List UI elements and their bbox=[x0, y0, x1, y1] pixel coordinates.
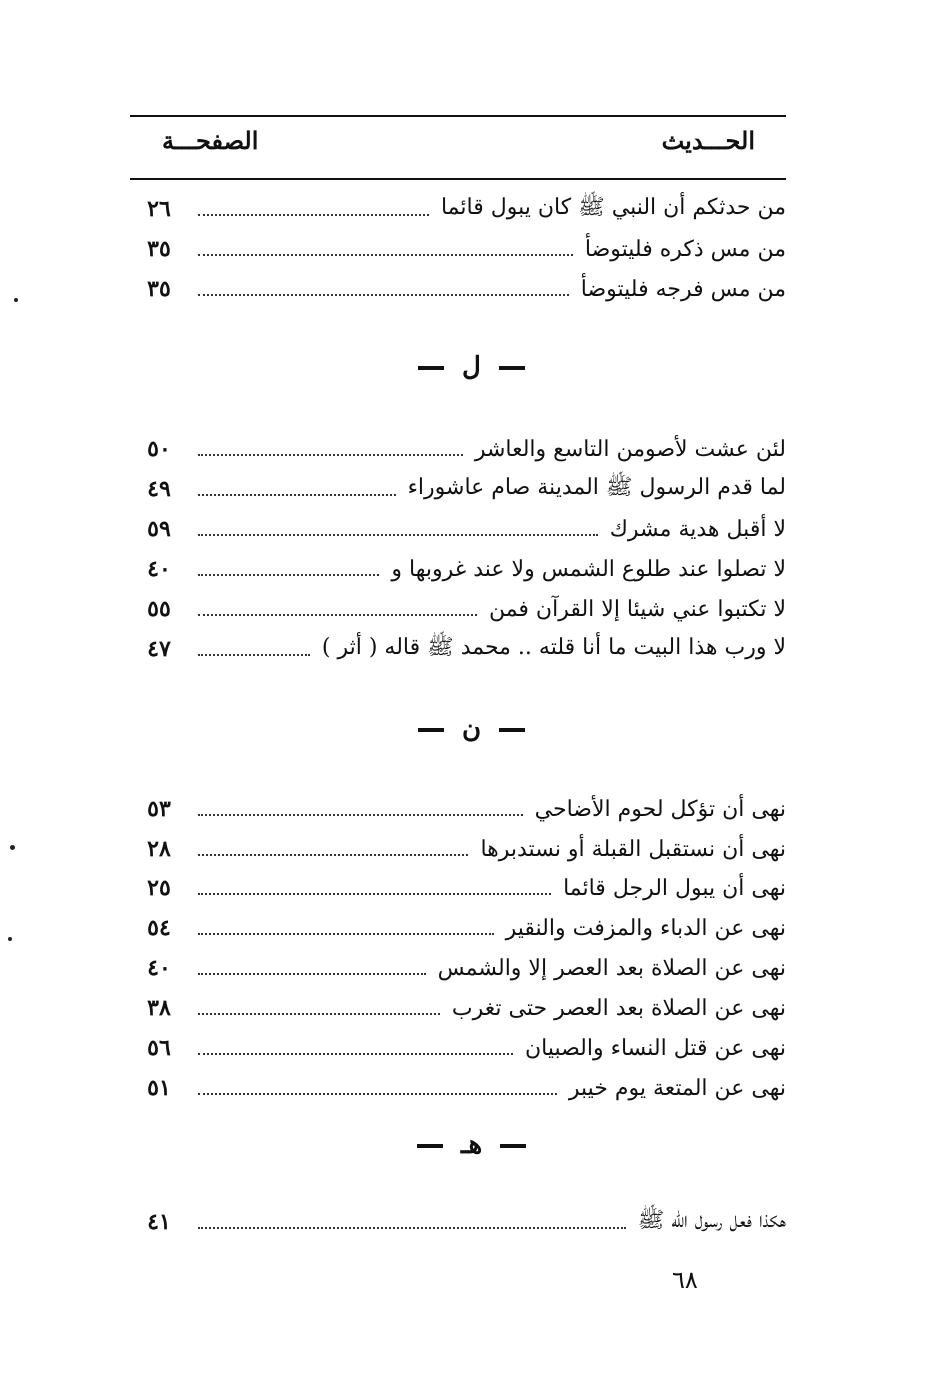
entry-text: نهى عن الصلاة بعد العصر إلا والشمس bbox=[437, 955, 786, 981]
entry-text: نهى أن تؤكل لحوم الأضاحي bbox=[534, 796, 786, 822]
leader-dots bbox=[198, 294, 569, 296]
entry-text: نهى عن الدباء والمزفت والنقير bbox=[505, 915, 786, 941]
entry-page-number: ٢٨ bbox=[147, 836, 171, 862]
entry-page-number: ٣٥ bbox=[147, 276, 171, 302]
index-entry bbox=[140, 432, 786, 466]
entry-page-number: ٢٥ bbox=[147, 875, 171, 901]
entry-page-number: ٢٦ bbox=[147, 196, 171, 222]
entry-page-number: ٣٥ bbox=[147, 236, 171, 262]
entry-page-number: ٥٣ bbox=[147, 796, 171, 822]
entry-page-number: ٤٠ bbox=[147, 556, 171, 582]
dash bbox=[418, 728, 444, 732]
entry-text: من مس ذكره فليتوضأ bbox=[584, 236, 786, 262]
entry-text: نهى عن قتل النساء والصبيان bbox=[524, 1035, 786, 1061]
index-entry bbox=[140, 1071, 786, 1105]
dash bbox=[500, 1144, 526, 1148]
page-number: ٦٨ bbox=[672, 1266, 698, 1294]
leader-dots bbox=[198, 654, 310, 656]
entry-page-number: ٤٠ bbox=[147, 955, 171, 981]
index-entry bbox=[140, 592, 786, 626]
section-heading-lam bbox=[0, 352, 943, 382]
entry-page-number: ٤١ bbox=[147, 1209, 171, 1235]
entry-page-number: ٥٥ bbox=[147, 596, 171, 622]
section-letter: ل bbox=[462, 352, 481, 382]
dash bbox=[417, 1144, 443, 1148]
scan-speck bbox=[8, 937, 12, 941]
leader-dots bbox=[198, 1227, 626, 1229]
entry-text: لا تكتبوا عني شيئا إلا القرآن فمن bbox=[488, 596, 786, 622]
entry-text: نهى أن يبول الرجل قائما bbox=[563, 875, 786, 901]
entry-page-number: ٤٩ bbox=[147, 476, 171, 502]
scan-speck bbox=[14, 298, 18, 302]
entry-text: لما قدم الرسول ﷺ المدينة صام عاشوراء bbox=[407, 475, 786, 500]
entry-text: نهى عن المتعة يوم خيبر bbox=[568, 1075, 786, 1101]
dash bbox=[418, 366, 444, 370]
entry-text: لا تصلوا عند طلوع الشمس ولا عند غروبها و bbox=[391, 556, 786, 582]
index-entry bbox=[140, 951, 786, 985]
entry-text: لئن عشت لأصومن التاسع والعاشر bbox=[474, 436, 786, 462]
leader-dots bbox=[198, 1013, 440, 1015]
entry-text: من مس فرجه فليتوضأ bbox=[580, 276, 786, 302]
leader-dots bbox=[198, 454, 463, 456]
entry-text: هكذا فعل رسول الله ﷺ bbox=[637, 1208, 786, 1233]
entry-text: نهى عن الصلاة بعد العصر حتى تغرب bbox=[451, 995, 786, 1021]
entry-text: لا أقبل هدية مشرك bbox=[609, 516, 786, 542]
leader-dots bbox=[198, 814, 523, 816]
entry-text: من حدثكم أن النبي ﷺ كان يبول قائما bbox=[440, 195, 786, 220]
leader-dots bbox=[198, 574, 379, 576]
column-header-page: الصفحـــة bbox=[162, 126, 259, 155]
leader-dots bbox=[198, 854, 468, 856]
index-entry bbox=[140, 1031, 786, 1065]
index-entry bbox=[140, 472, 786, 506]
index-entry bbox=[140, 792, 786, 826]
column-header-hadith: الحـــديث bbox=[661, 126, 755, 155]
entry-page-number: ٥٠ bbox=[147, 436, 171, 462]
leader-dots bbox=[198, 214, 429, 216]
section-heading-ha bbox=[0, 1130, 943, 1160]
index-entry bbox=[140, 832, 786, 866]
entry-page-number: ٣٨ bbox=[147, 995, 171, 1021]
leader-dots bbox=[198, 1093, 557, 1095]
leader-dots bbox=[198, 534, 598, 536]
dash bbox=[499, 366, 525, 370]
dash bbox=[499, 728, 525, 732]
header-rule bbox=[130, 178, 786, 180]
section-letter: ن bbox=[461, 714, 482, 744]
leader-dots bbox=[198, 973, 426, 975]
leader-dots bbox=[198, 1053, 513, 1055]
leader-dots bbox=[198, 254, 573, 256]
section-letter: هـ bbox=[460, 1130, 483, 1160]
index-entry bbox=[140, 991, 786, 1025]
index-entry bbox=[140, 871, 786, 905]
leader-dots bbox=[198, 614, 477, 616]
index-entry bbox=[140, 192, 786, 226]
index-entry bbox=[140, 1205, 786, 1239]
entry-text: لا ورب هذا البيت ما أنا قلته .. محمد ﷺ قاله ( أثر ) bbox=[321, 635, 786, 660]
leader-dots bbox=[198, 933, 494, 935]
index-entry bbox=[140, 512, 786, 546]
index-entry bbox=[140, 272, 786, 306]
top-rule bbox=[130, 115, 786, 117]
entry-page-number: ٥٩ bbox=[147, 516, 171, 542]
entry-page-number: ٥١ bbox=[147, 1075, 171, 1101]
entry-page-number: ٥٤ bbox=[147, 915, 171, 941]
index-entry bbox=[140, 552, 786, 586]
entry-text: نهى أن نستقبل القبلة أو نستدبرها bbox=[480, 836, 786, 862]
index-entry bbox=[140, 911, 786, 945]
scan-speck bbox=[10, 845, 15, 850]
entry-page-number: ٥٦ bbox=[147, 1035, 171, 1061]
leader-dots bbox=[198, 893, 551, 895]
index-entry bbox=[140, 632, 786, 666]
index-entry bbox=[140, 232, 786, 266]
section-heading-nun bbox=[0, 714, 943, 744]
entry-page-number: ٤٧ bbox=[147, 636, 171, 662]
leader-dots bbox=[198, 494, 396, 496]
